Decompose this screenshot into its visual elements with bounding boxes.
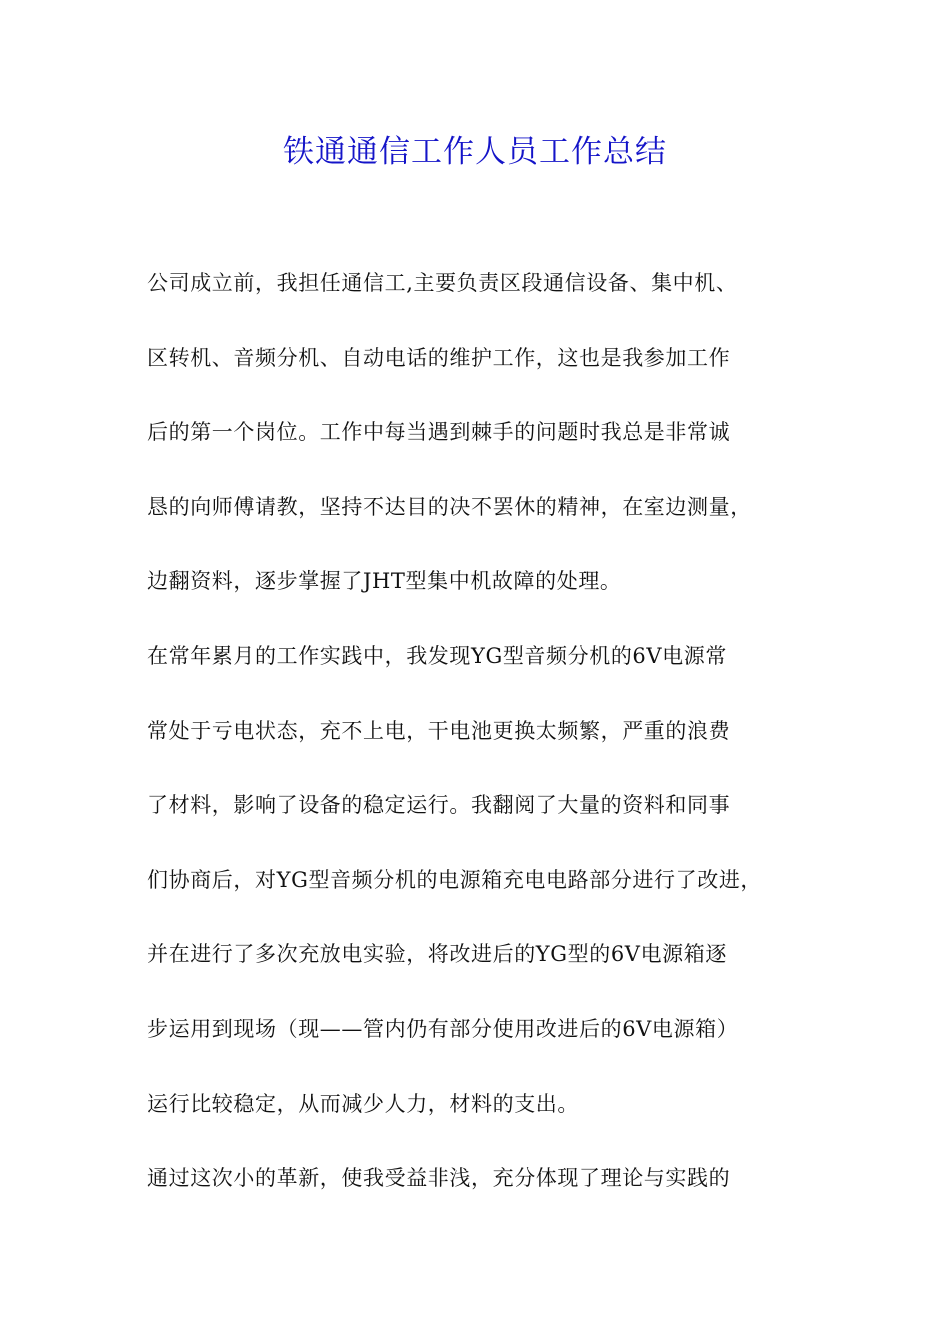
text-line-6: 在常年累月的工作实践中，我发现YG型音频分机的6V电源常 — [147, 643, 727, 668]
text-line-2: 区转机、音频分机、自动电话的维护工作，这也是我参加工作 — [147, 345, 731, 370]
text-line-12: 运行比较稳定，从而减少人力，材料的支出。 — [147, 1091, 579, 1116]
text-line-4: 恳的向师傅请教，坚持不达目的决不罢休的精神，在室边测量， — [147, 494, 752, 519]
text-line-3: 后的第一个岗位。工作中每当遇到棘手的问题时我总是非常诚 — [147, 420, 731, 445]
text-line-11: 步运用到现场（现——管内仍有部分使用改进后的6V电源箱） — [147, 1016, 739, 1041]
text-line-7: 常处于亏电状态，充不上电，干电池更换太频繁，严重的浪费 — [147, 718, 731, 743]
text-line-5: 边翻资料，逐步掌握了JHT型集中机故障的处理。 — [147, 569, 622, 594]
text-line-1: 公司成立前，我担任通信工,主要负责区段通信设备、集中机、 — [147, 271, 738, 295]
text-line-13: 通过这次小的革新，使我受益非浅，充分体现了理论与实践的 — [147, 1166, 731, 1191]
document-title: 铁通通信工作人员工作总结 — [283, 134, 667, 170]
text-line-10: 并在进行了多次充放电实验，将改进后的YG型的6V电源箱逐 — [147, 942, 727, 967]
text-line-9: 们协商后，对YG型音频分机的电源箱充电电路部分进行了改进， — [147, 867, 763, 892]
text-line-8: 了材料，影响了设备的稳定运行。我翻阅了大量的资料和同事 — [147, 793, 731, 818]
document-body — [147, 257, 837, 1227]
